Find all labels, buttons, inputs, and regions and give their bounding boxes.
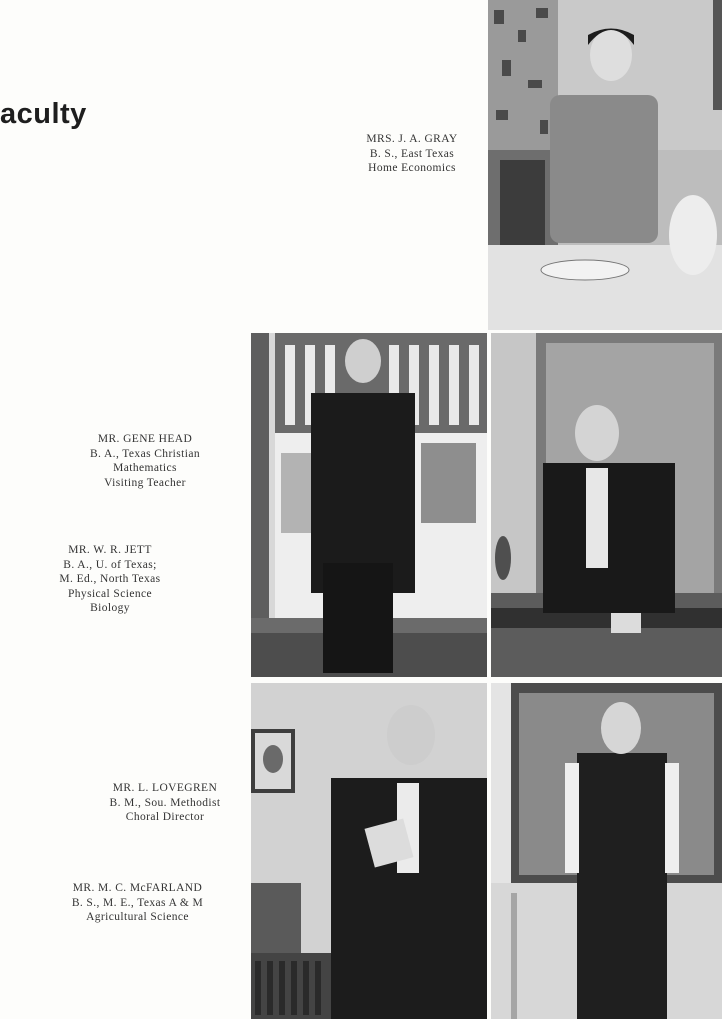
photo-lovegren [251, 683, 487, 1019]
caption-lovegren [95, 781, 235, 825]
faculty-name: MR. GENE HEAD [97, 433, 193, 445]
photo-gray [488, 0, 722, 330]
faculty-name: MRS. J. A. GRAY [366, 133, 458, 145]
faculty-subject: Physical Science [67, 587, 152, 600]
faculty-degree: B. A., U. of Texas; [63, 558, 157, 571]
faculty-name: MR. W. R. JETT [68, 544, 152, 556]
page-heading: aculty [0, 98, 87, 130]
faculty-subject: Home Economics [368, 162, 456, 174]
caption-gray [352, 132, 472, 176]
faculty-subject: Mathematics [113, 462, 177, 474]
faculty-degree: B. S., East Texas [369, 147, 455, 160]
caption-jett [50, 543, 170, 616]
faculty-degree: B. A., Texas Christian [89, 447, 200, 460]
photo-jett [491, 333, 722, 677]
faculty-role: Visiting Teacher [104, 476, 186, 489]
faculty-degree: B. M., Sou. Methodist [109, 796, 221, 809]
faculty-role: Choral Director [125, 811, 205, 823]
photo-mcfarland [491, 683, 722, 1019]
faculty-degree: B. S., M. E., Texas A & M [71, 896, 204, 909]
faculty-subject-2: Biology [90, 602, 130, 614]
caption-mcfarland [55, 881, 220, 925]
faculty-name: MR. L. LOVEGREN [112, 782, 218, 794]
caption-head [80, 432, 210, 490]
faculty-degree-2: M. Ed., North Texas [59, 573, 161, 585]
faculty-name: MR. M. C. McFARLAND [72, 882, 203, 894]
faculty-subject: Agricultural Science [86, 911, 189, 923]
photo-head [251, 333, 487, 677]
